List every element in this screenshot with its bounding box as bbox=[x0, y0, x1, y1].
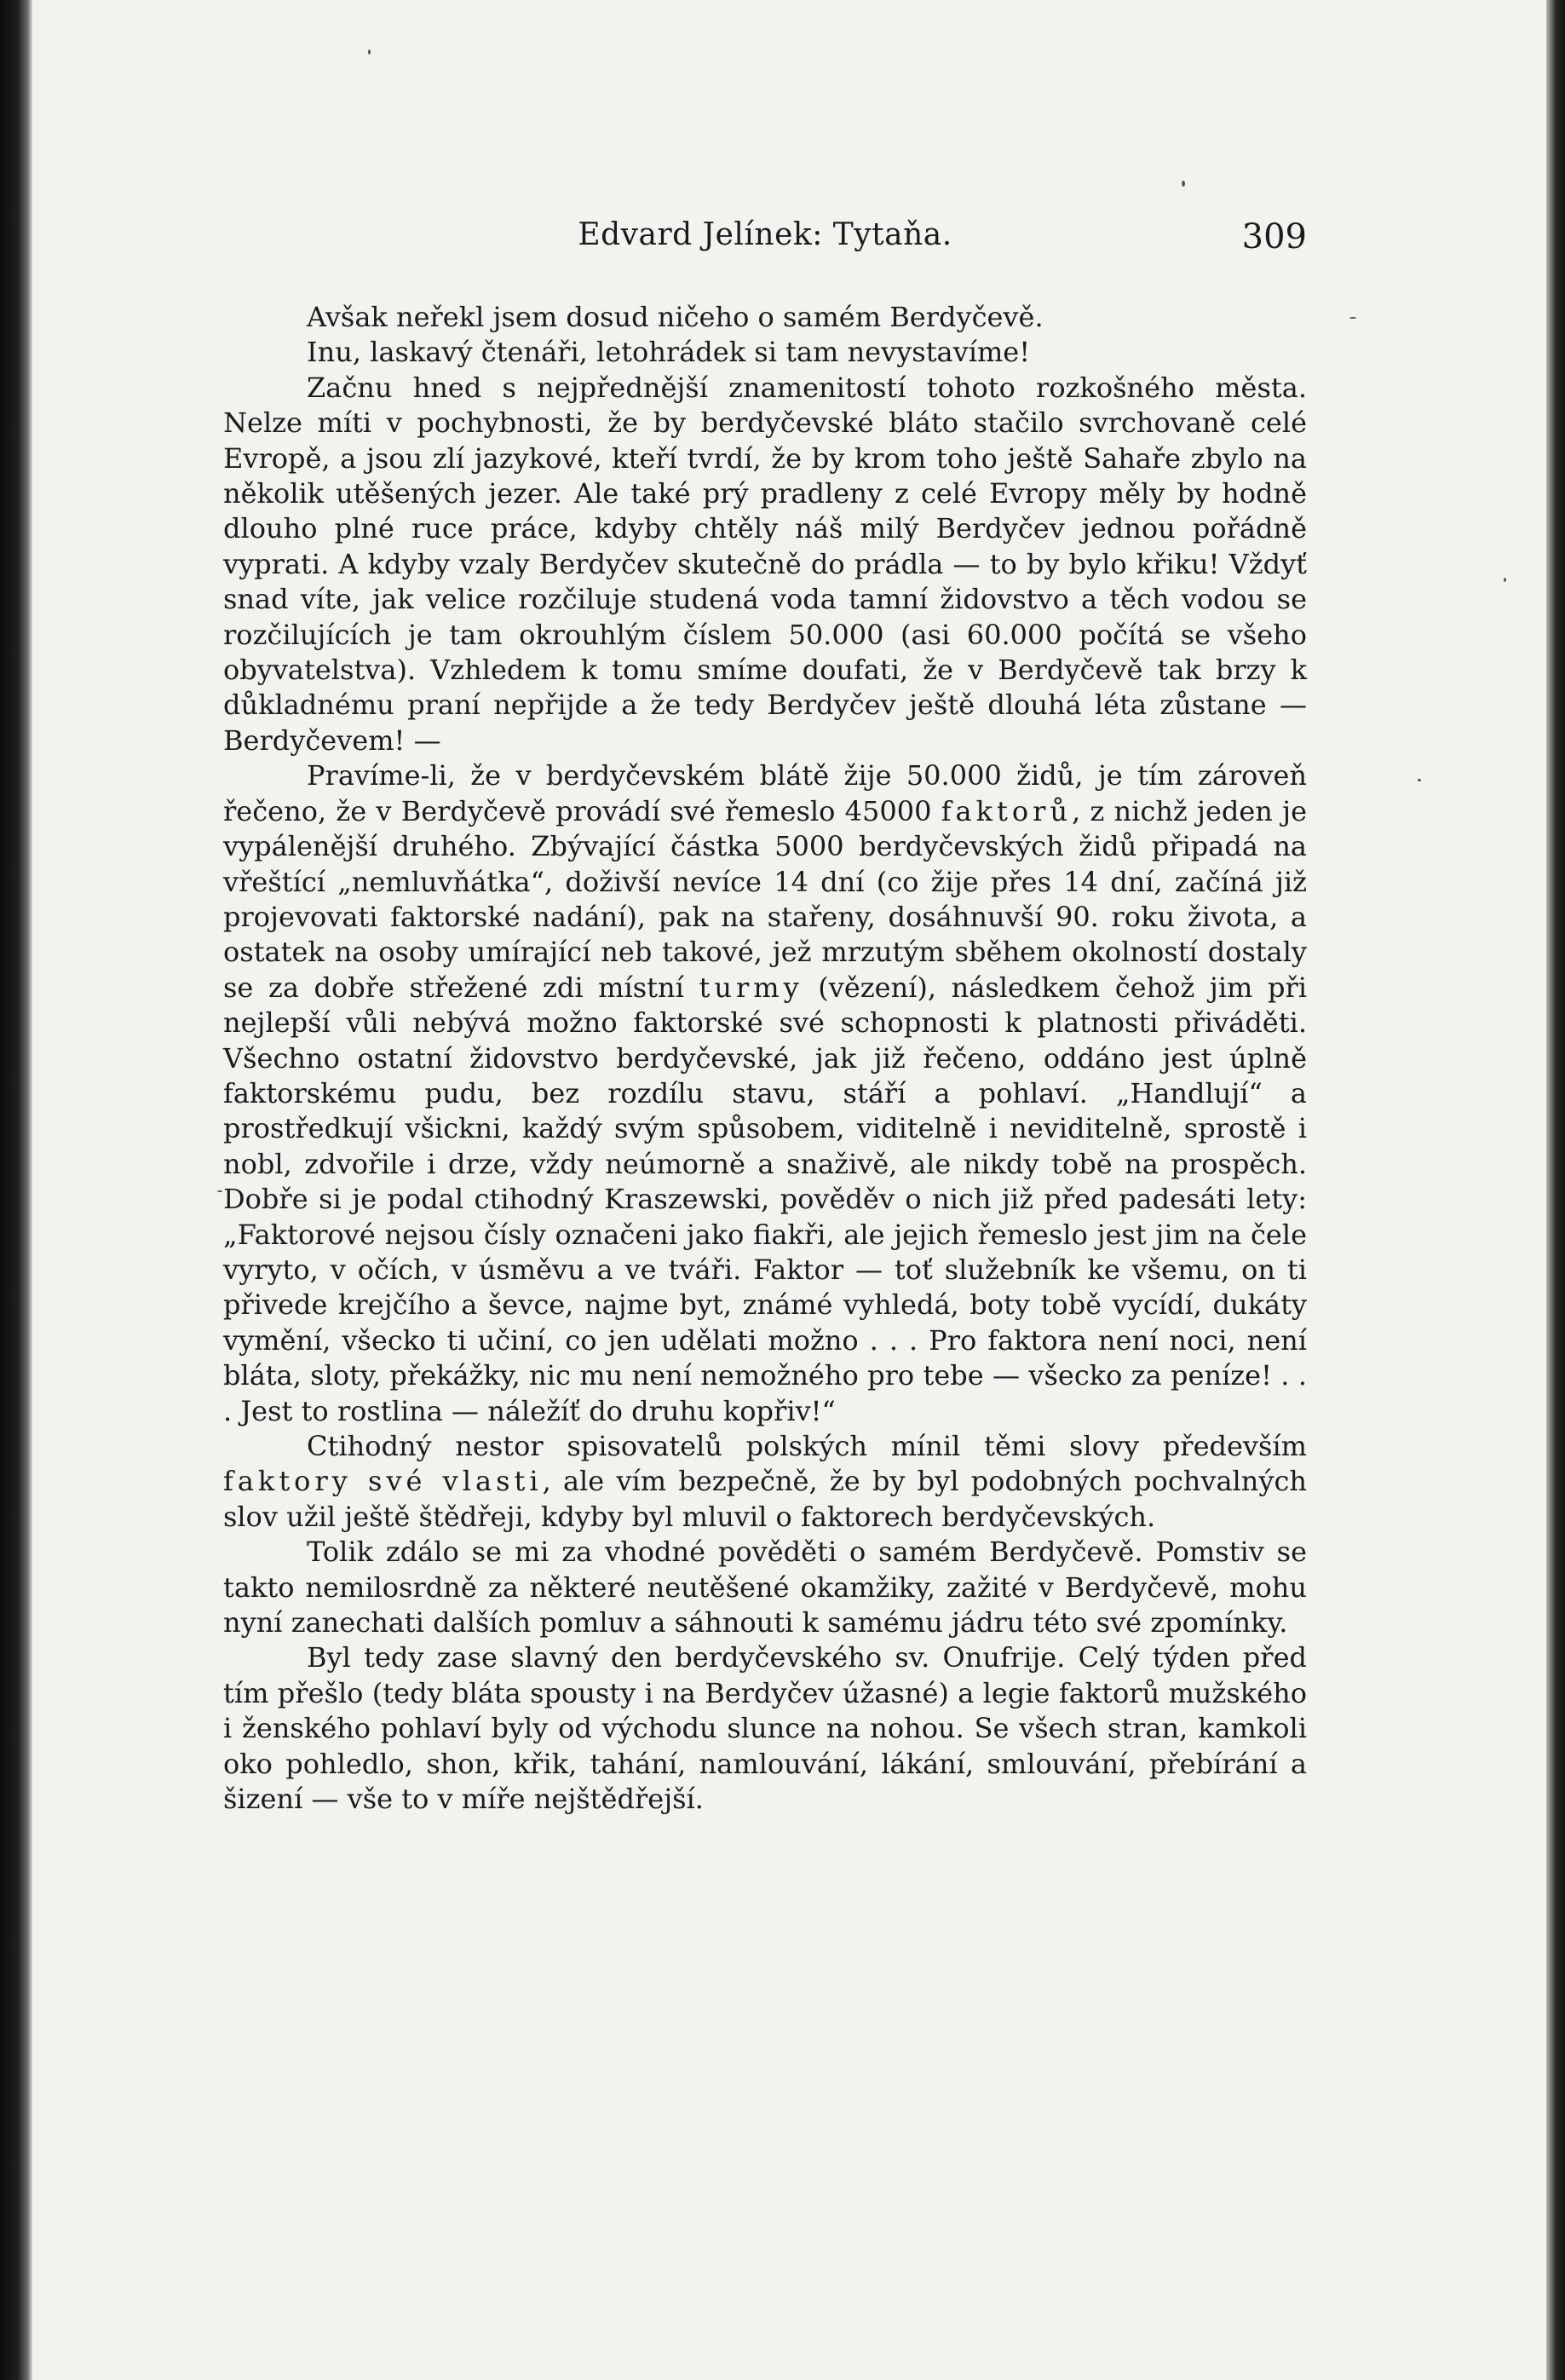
page-shadow-left bbox=[0, 0, 32, 2380]
dust-speck bbox=[1182, 181, 1185, 187]
text-run: , z nichž jeden je vypálenější druhého. Zbývající částka 5000 berdyčevských židů připadá na vřeštící „nemluvňátka“, doživší nevíce 14 dní (co žije přes 14 dní, začíná již projevovati faktorské nadání), pak na stařeny, dosáhnuvší 90. roku života, a ostatek na osoby umírající neb takové, jež mrzutým sběhem okolností dostaly se za dobře střežené zdi místní bbox=[223, 794, 1308, 1004]
page-shadow-right bbox=[1546, 0, 1565, 2380]
spaced-emphasis: turmy bbox=[699, 971, 803, 1004]
page-header bbox=[223, 217, 1307, 260]
spaced-emphasis: faktorů bbox=[941, 794, 1073, 827]
dust-speck bbox=[217, 1190, 222, 1192]
text-run: , ale vím bezpečně, že by byl podobných pochvalných slov užil ještě štědřeji, kdyby byl mluvil o faktorech berdyčevských. bbox=[223, 1465, 1308, 1533]
paragraph: Začnu hned s nejpřednější znamenitostí tohoto rozkošného města. Nelze míti v pochybnosti, že by berdyčevské bláto stačilo svrchovaně celé Evropě, a jsou zlí jazykové, kteří tvrdí, že by krom toho ještě Sahaře zbylo na několik utěšených jezer. Ale také prý pradleny z celé Evropy měly by hodně dlouho plné ruce práce, kdyby chtěly náš milý Berdyčev jednou pořádně vyprati. A kdyby vzaly Berdyčev skutečně do prádla — to by bylo křiku! Vždyť snad víte, jak velice rozčiluje studená voda tamní židovstvo a těch vodou se rozčilujících je tam okrouhlým číslem 50.000 (asi 60.000 počítá se všeho obyvatelstva). Vzhledem k tomu smíme doufati, že v Berdyčevě tak brzy k důkladnému praní nepřijde a že tedy Berdyčev ještě dlouhá léta zůstane — Berdyčevem! — bbox=[223, 371, 1307, 757]
paragraph: Inu, laskavý čtenáři, letohrádek si tam nevystavíme! bbox=[307, 336, 1031, 369]
body-text bbox=[223, 300, 1307, 1817]
paragraph: Avšak neřekl jsem dosud ničeho o samém Berdyčevě. bbox=[307, 301, 1044, 333]
dust-speck bbox=[1349, 317, 1356, 319]
paragraph bbox=[223, 758, 1307, 1429]
page-number: 309 bbox=[1241, 217, 1307, 256]
running-head: Edvard Jelínek: Tytaňa. bbox=[578, 217, 952, 252]
text-run: (vězení), následkem čehož jim při nejlepší vůli nebývá možno faktorské své schopnosti k platnosti přiváděti. Všechno ostatní židovstvo berdyčevské, jak již řečeno, oddáno jest úplně faktorskému pudu, bez rozdílu stavu, stáří a pohlaví. „Handlují“ a prostředkují všickni, každý svým spůsobem, viditelně i neviditelně, sprostě i nobl, zdvořile i drze, vždy neúmorně a snaživě, ale nikdy tobě na prospěch. Dobře si je podal ctihodný Kraszewski, pověděv o nich již před padesáti lety: „Faktorové nejsou čísly označeni jako fiakři, ale jejich řemeslo jest jim na čele vyryto, v očích, v úsměvu a ve tváři. Faktor — toť služebník ke všemu, on ti přivede krejčího a ševce, najme byt, známé vyhledá, boty tobě vycídí, dukáty vymění, všecko ti učiní, co jen udělati možno . . . Pro faktora není noci, není bláta, sloty, překážky, nic mu není nemožného pro tebe — všecko za peníze! . . . Jest to rostlina — náležíť do druhu kopřiv!“ bbox=[223, 971, 1308, 1427]
spaced-emphasis: faktory své vlasti bbox=[223, 1465, 543, 1498]
dust-speck bbox=[1418, 779, 1421, 781]
text-run: Ctihodný nestor spisovatelů polských mínil těmi slovy především bbox=[307, 1430, 1307, 1462]
paragraph: Tolik zdálo se mi za vhodné pověděti o samém Berdyčevě. Pomstiv se takto nemilosrdně za některé neutěšené okamžiky, zažité v Berdyčevě, mohu nyní zanechati dalších pomluv a sáhnouti k samému jádru této své zpomínky. bbox=[223, 1536, 1307, 1639]
text-run: Pravíme-li, že v berdyčevském blátě žije 50.000 židů, je tím zároveň řečeno, že v Berdyčevě provádí své řemeslo 45000 bbox=[223, 759, 1307, 827]
dust-speck bbox=[368, 49, 371, 55]
paragraph: Byl tedy zase slavný den berdyčevského sv. Onufrije. Celý týden před tím přešlo (tedy bláta spousty i na Berdyčev úžasné) a legie faktorů mužského i ženského pohlaví byly od východu slunce na nohou. Se všech stran, kamkoli oko pohledlo, shon, křik, tahání, namlouvání, lákání, smlouvání, přebírání a šizení — vše to v míře nejštědřejší. bbox=[223, 1641, 1307, 1816]
paragraph bbox=[223, 1429, 1307, 1535]
dust-speck bbox=[1504, 578, 1506, 582]
